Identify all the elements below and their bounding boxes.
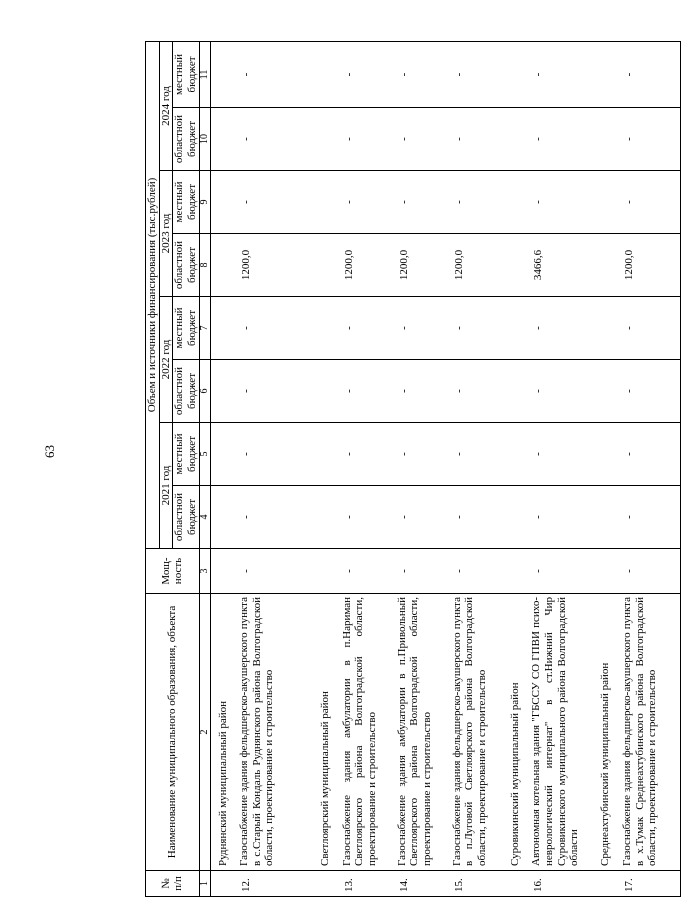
cell-value: - — [338, 360, 393, 423]
col-number: 10 — [199, 108, 210, 171]
table-row — [338, 41, 393, 896]
cell-value: - — [527, 297, 593, 360]
header-local: местный бюджет — [173, 41, 199, 107]
cell-value: - — [527, 486, 593, 549]
col-number: 2 — [199, 594, 210, 871]
cell-value: - — [393, 360, 448, 423]
cell-value: - — [235, 297, 313, 360]
cell-value: - — [338, 423, 393, 486]
district-heading: Среднеахтубинский муниципальный район — [593, 594, 618, 871]
row-number: 16. — [527, 871, 593, 897]
object-name: Газоснабжение здания амбулатории в п.Привольный Светлоярского района Волгоградской области, проектирование и строительство — [393, 594, 448, 871]
header-year-2021: 2021 год — [159, 423, 173, 549]
header-regional: областной бюджет — [173, 234, 199, 297]
cell-value: - — [338, 171, 393, 234]
power-value: - — [527, 549, 593, 594]
cell-value: - — [393, 108, 448, 171]
object-name: Автономная котельная здания "ГБССУ СО ГПВИ психо-неврологический интернат" в ст.Нижний Чир Суровикинского муниципального района Волгоградской области — [527, 594, 593, 871]
cell-value: - — [618, 360, 680, 423]
header-num: № п/п — [146, 871, 200, 897]
cell-value: - — [618, 297, 680, 360]
header-regional: областной бюджет — [173, 360, 199, 423]
cell-value: 1200,0 — [618, 234, 680, 297]
col-number: 6 — [199, 360, 210, 423]
cell-value: - — [393, 171, 448, 234]
table-row — [448, 41, 503, 896]
district-heading: Суровикинский муниципальный район — [503, 594, 528, 871]
table-row — [393, 41, 448, 896]
cell-value: - — [448, 41, 503, 107]
col-number: 5 — [199, 423, 210, 486]
row-number: 13. — [338, 871, 393, 897]
power-value: - — [618, 549, 680, 594]
cell-value: - — [235, 41, 313, 107]
col-number: 1 — [199, 871, 210, 897]
header-year-2022: 2022 год — [159, 297, 173, 423]
cell-value: - — [618, 171, 680, 234]
power-value: - — [338, 549, 393, 594]
col-number: 4 — [199, 486, 210, 549]
cell-value: 1200,0 — [393, 234, 448, 297]
header-local: местный бюджет — [173, 297, 199, 360]
col-number: 11 — [199, 41, 210, 107]
object-name: Газоснабжение здания фельдшерско-акушерского пункта в х.Тумак Среднеахтубинского района Волгоградской области, проектирование и строительство — [618, 594, 680, 871]
table-row — [527, 41, 593, 896]
header-local: местный бюджет — [173, 171, 199, 234]
object-name: Газоснабжение здания амбулатории в п.Нариман Светлоярского района Волгоградской области, проектирование и строительство — [338, 594, 393, 871]
cell-value: - — [448, 171, 503, 234]
cell-value: - — [235, 108, 313, 171]
header-local: местный бюджет — [173, 423, 199, 486]
power-value: - — [448, 549, 503, 594]
cell-value: - — [527, 171, 593, 234]
cell-value: - — [235, 360, 313, 423]
row-number: 12. — [235, 871, 313, 897]
header-name: Наименование муниципального образования, объекта — [146, 594, 200, 871]
cell-value: - — [448, 108, 503, 171]
rotated-page — [145, 42, 659, 897]
cell-value: 1200,0 — [448, 234, 503, 297]
row-number: 17. — [618, 871, 680, 897]
col-number: 9 — [199, 171, 210, 234]
table-row — [235, 41, 313, 896]
cell-value: - — [618, 423, 680, 486]
header-power: Мощ-ность — [146, 549, 200, 594]
cell-value: 1200,0 — [235, 234, 313, 297]
header-year-2024: 2024 год — [159, 41, 173, 170]
cell-value: - — [527, 108, 593, 171]
table-row — [618, 41, 680, 896]
row-number: 15. — [448, 871, 503, 897]
page-number: 63 — [42, 445, 57, 458]
cell-value: - — [393, 297, 448, 360]
power-value: - — [393, 549, 448, 594]
object-name: Газоснабжение здания фельдшерско-акушерского пункта в с.Старый Кондаль Руднянского района Волгоградской области, проектирование и строительство — [235, 594, 313, 871]
cell-value: - — [448, 297, 503, 360]
district-heading: Светлоярский муниципальный район — [313, 594, 338, 871]
cell-value: - — [527, 360, 593, 423]
cell-value: - — [618, 486, 680, 549]
cell-value: - — [338, 297, 393, 360]
power-value: - — [235, 549, 313, 594]
object-name: Газоснабжение здания фельдшерско-акушерского пункта в п.Луговой Светлоярского района Волгоградской области, проектирование и строительство — [448, 594, 503, 871]
cell-value: - — [393, 41, 448, 107]
district-heading: Руднянский муниципальный район — [210, 594, 235, 871]
cell-value: - — [338, 486, 393, 549]
header-regional: областной бюджет — [173, 108, 199, 171]
header-year-2023: 2023 год — [159, 171, 173, 297]
cell-value: - — [235, 171, 313, 234]
cell-value: - — [448, 486, 503, 549]
cell-value: - — [235, 486, 313, 549]
header-regional: областной бюджет — [173, 486, 199, 549]
cell-value: 1200,0 — [338, 234, 393, 297]
header-funding: Объем и источники финансирования (тыс.рублей) — [146, 41, 160, 548]
cell-value: 3466,6 — [527, 234, 593, 297]
cell-value: - — [235, 423, 313, 486]
cell-value: - — [527, 423, 593, 486]
cell-value: - — [338, 108, 393, 171]
cell-value: - — [393, 423, 448, 486]
cell-value: - — [393, 486, 448, 549]
cell-value: - — [338, 41, 393, 107]
col-number: 3 — [199, 549, 210, 594]
cell-value: - — [618, 108, 680, 171]
col-number: 8 — [199, 234, 210, 297]
col-number: 7 — [199, 297, 210, 360]
financing-table — [145, 41, 681, 897]
row-number: 14. — [393, 871, 448, 897]
cell-value: - — [527, 41, 593, 107]
cell-value: - — [448, 360, 503, 423]
cell-value: - — [618, 41, 680, 107]
cell-value: - — [448, 423, 503, 486]
